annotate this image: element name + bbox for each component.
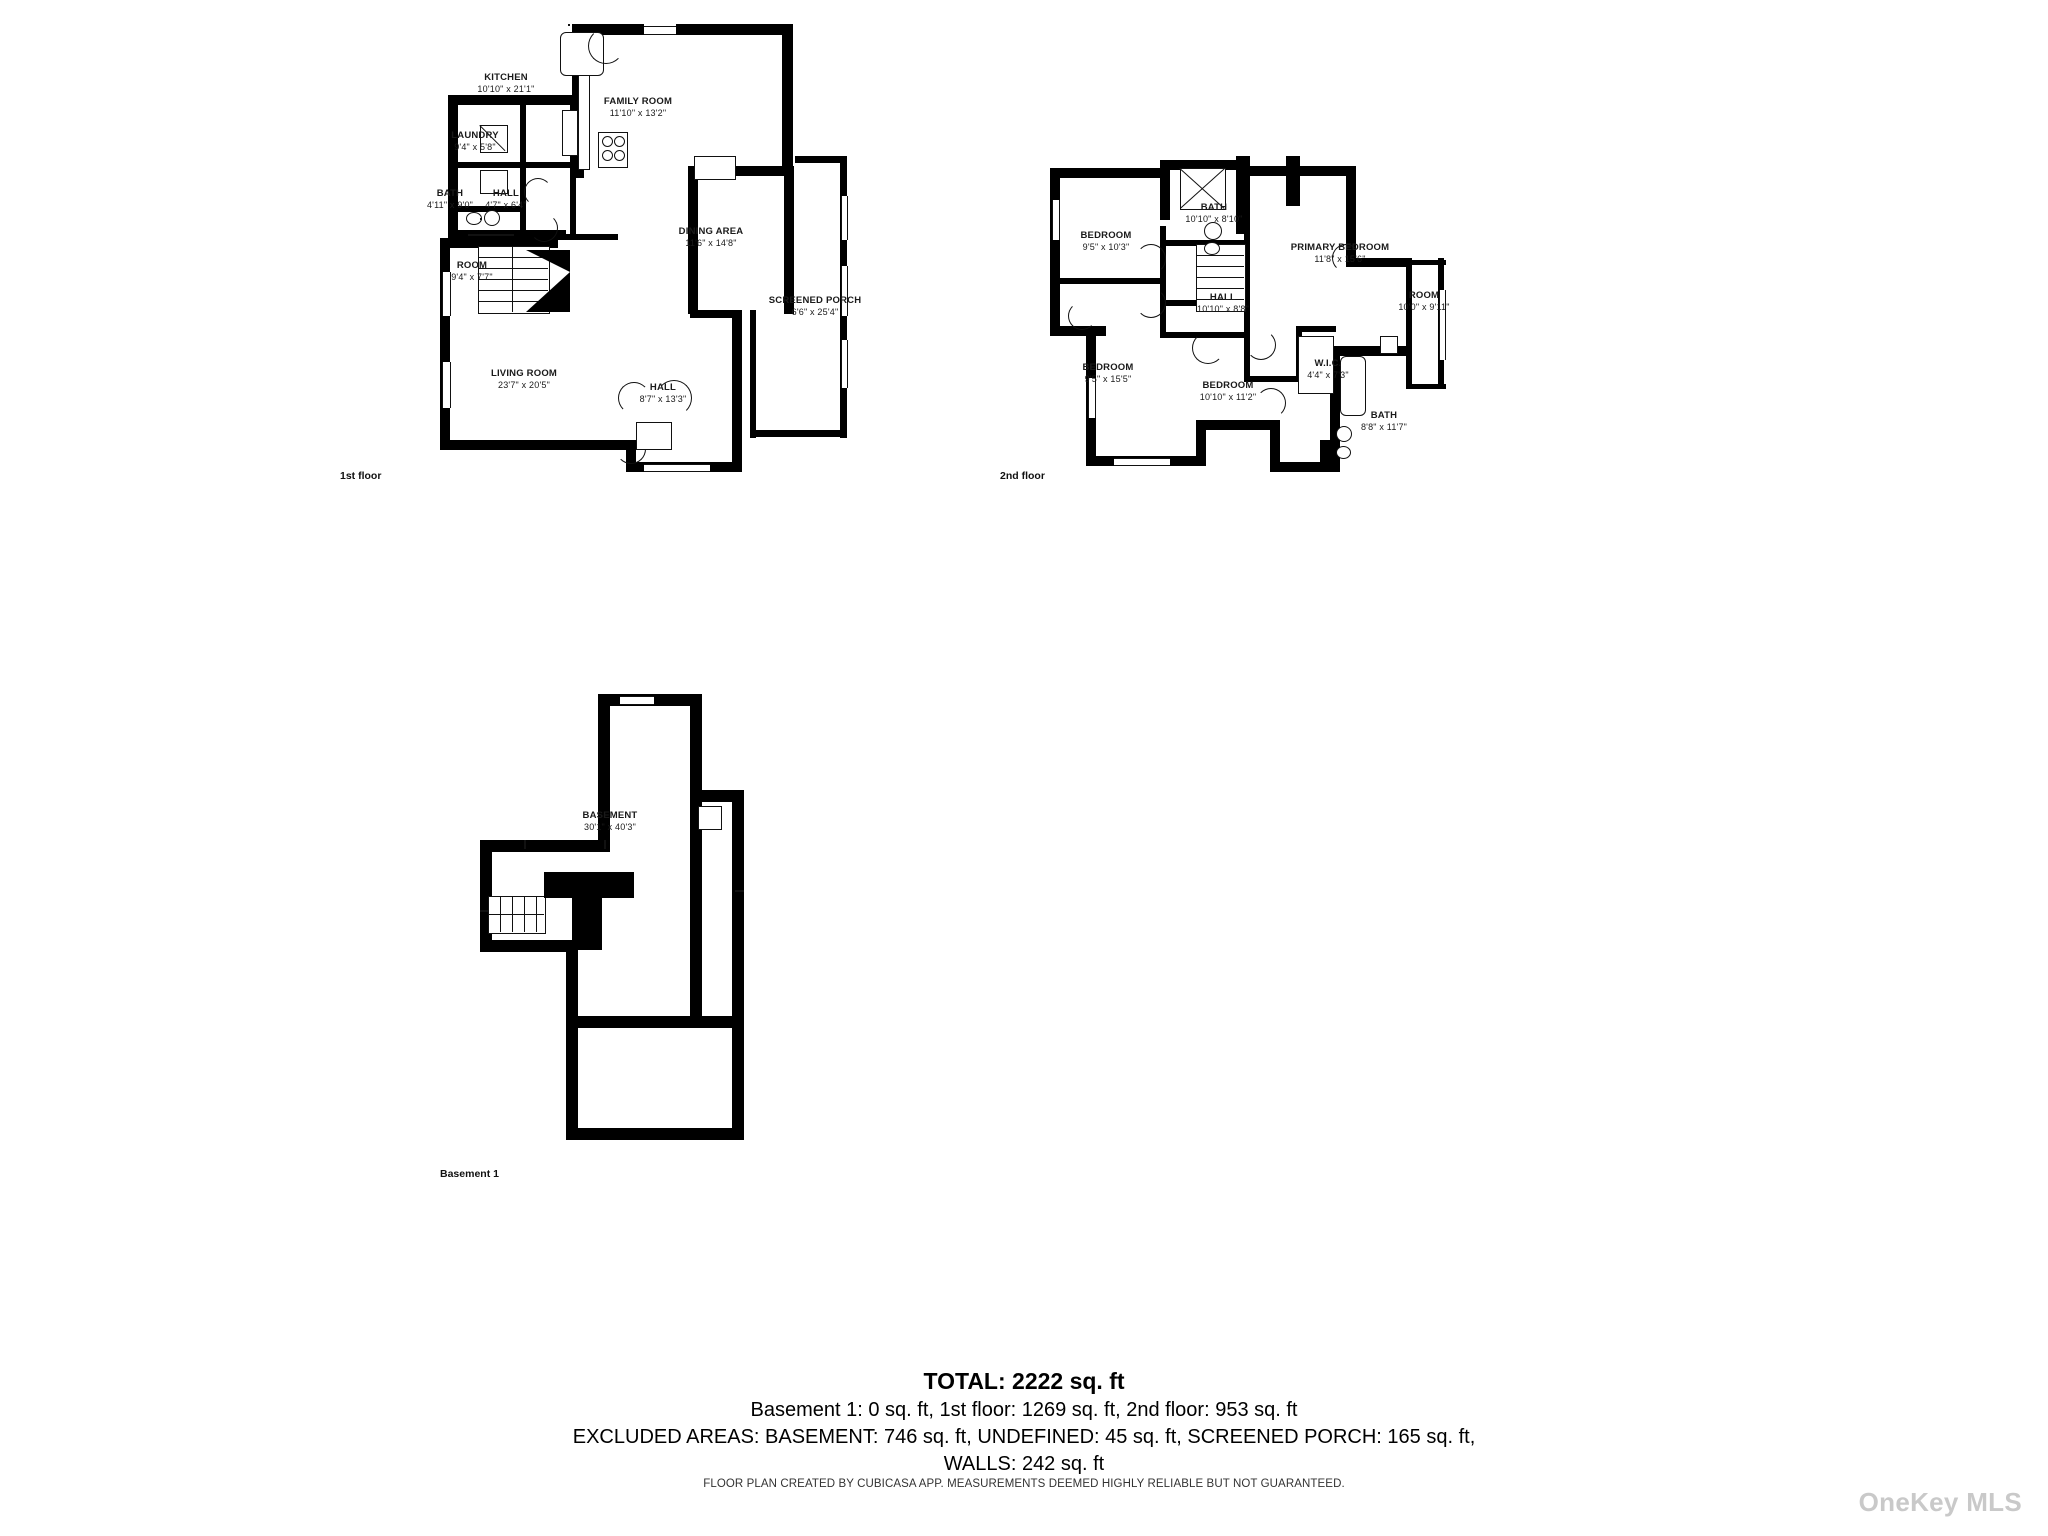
- door-arc: [1136, 288, 1166, 318]
- wall: [784, 166, 794, 314]
- disclaimer-text: FLOOR PLAN CREATED BY CUBICASA APP. MEASUREMENTS DEEMED HIGHLY RELIABLE BUT NOT GUARANTEED.: [703, 1478, 1345, 1490]
- room-label: HALL 4'7" x 6'4": [485, 188, 527, 210]
- wall: [566, 940, 578, 1028]
- door-arc: [1192, 332, 1224, 364]
- wall: [1296, 326, 1336, 332]
- burner: [614, 136, 625, 147]
- summary-block: [0, 1368, 2048, 1476]
- room-label: BEDROOM 9'5" x 15'5": [1082, 362, 1134, 384]
- burner: [602, 150, 613, 161]
- watermark: [1859, 1487, 2022, 1518]
- room-label: BEDROOM 10'10" x 11'2": [1199, 380, 1257, 402]
- room-label: LAUNDRY 9'4" x 5'8": [451, 130, 499, 152]
- floor-tag-1st: 1st floor: [340, 470, 382, 482]
- wall: [480, 840, 610, 852]
- room-label: BATH 10'10" x 8'10": [1185, 202, 1243, 224]
- room-label: KITCHEN 10'10" x 21'1": [477, 72, 535, 94]
- stair-landing: [572, 872, 602, 950]
- window: [620, 696, 654, 705]
- window: [841, 196, 848, 240]
- wall-tick: [604, 840, 606, 849]
- room-label: DINING AREA 11'6" x 14'8": [678, 226, 744, 248]
- floor-plan-1st: [340, 10, 1000, 510]
- toilet: [1336, 446, 1351, 459]
- wall: [566, 1128, 744, 1140]
- window: [841, 340, 848, 388]
- sink: [484, 210, 500, 226]
- basement-fixture: [698, 806, 722, 830]
- excluded-areas-line-2: WALLS: 242 sq. ft: [943, 1453, 1105, 1475]
- wall: [1054, 278, 1166, 284]
- watermark-label: OneKey MLS: [1858, 1487, 2022, 1517]
- wall: [480, 940, 576, 952]
- bath-fixture: [636, 422, 672, 450]
- wall: [458, 162, 570, 168]
- burner: [602, 136, 613, 147]
- closet-shelf: [1380, 336, 1398, 354]
- room-label: ROOM 9'4" x 7'7": [451, 260, 493, 282]
- room-label: HALL 10'10" x 8'8": [1197, 292, 1249, 314]
- entry-step: [694, 156, 736, 180]
- wall: [690, 310, 742, 318]
- stair-step: [1196, 255, 1244, 256]
- room-label: HALL 8'7" x 13'3": [639, 382, 687, 404]
- wall-tick: [524, 840, 526, 849]
- wall: [1320, 440, 1330, 472]
- door-arc: [530, 214, 558, 242]
- wall: [782, 24, 793, 166]
- room-label: BEDROOM 9'5" x 10'3": [1080, 230, 1132, 252]
- wall: [732, 1016, 744, 1140]
- room-label: BASEMENT 30'1" x 40'3": [582, 810, 638, 832]
- floor-tag-2nd: 2nd floor: [1000, 470, 1045, 482]
- window: [644, 464, 710, 472]
- wall: [732, 790, 744, 1028]
- room-label: BATH 8'8" x 11'7": [1360, 410, 1408, 432]
- stair-step: [488, 914, 544, 915]
- wall: [1050, 168, 1170, 178]
- window: [1114, 458, 1170, 466]
- room-label: PRIMARY BEDROOM 11'8" x 15'6": [1290, 242, 1390, 264]
- door-arc: [1068, 302, 1096, 330]
- wall: [566, 1016, 740, 1028]
- chimney: [1286, 156, 1300, 206]
- wall: [676, 24, 793, 35]
- total-sqft: TOTAL: 2222 sq. ft: [923, 1368, 1125, 1394]
- wall: [690, 790, 744, 802]
- wall: [448, 95, 458, 240]
- wall: [1196, 420, 1280, 430]
- burner: [614, 150, 625, 161]
- room-label: SCREENED PORCH 6'6" x 25'4": [768, 295, 862, 317]
- door-arc: [588, 28, 624, 64]
- wall: [440, 440, 634, 450]
- room-label: ROOM 10'0" x 9'11": [1398, 290, 1450, 312]
- sqft-breakdown: Basement 1: 0 sq. ft, 1st floor: 1269 sq. ft, 2nd floor: 953 sq. ft: [750, 1399, 1298, 1421]
- wall-tick: [735, 890, 744, 892]
- wall: [1406, 384, 1446, 389]
- floor-plan-basement: [440, 690, 880, 1310]
- room-label: BATH 4'11" x 9'0": [426, 188, 474, 210]
- door-arc: [1246, 330, 1276, 360]
- stair-step: [1196, 277, 1244, 278]
- floor-plan-2nd: [1000, 140, 1560, 510]
- floor-tag-basement: Basement 1: [440, 1168, 499, 1180]
- wall: [732, 310, 742, 472]
- excluded-areas-line-1: EXCLUDED AREAS: BASEMENT: 746 sq. ft, UNDEFINED: 45 sq. ft, SCREENED PORCH: 165 sq. ft,: [572, 1426, 1476, 1448]
- wall: [750, 430, 846, 437]
- wall: [1246, 166, 1354, 176]
- toilet: [1204, 242, 1220, 255]
- window: [644, 26, 676, 35]
- room-label: LIVING ROOM 23'7" x 20'5": [490, 368, 558, 390]
- room-label: FAMILY ROOM 11'10" x 13'2": [603, 96, 673, 118]
- wall: [690, 694, 702, 1028]
- room-label: W.I.C. 4'4" x 7'3": [1307, 358, 1349, 380]
- wall: [750, 310, 756, 438]
- wall: [1406, 258, 1412, 388]
- stair-step: [1196, 288, 1244, 289]
- stair-step: [1196, 266, 1244, 267]
- wall: [566, 1016, 578, 1140]
